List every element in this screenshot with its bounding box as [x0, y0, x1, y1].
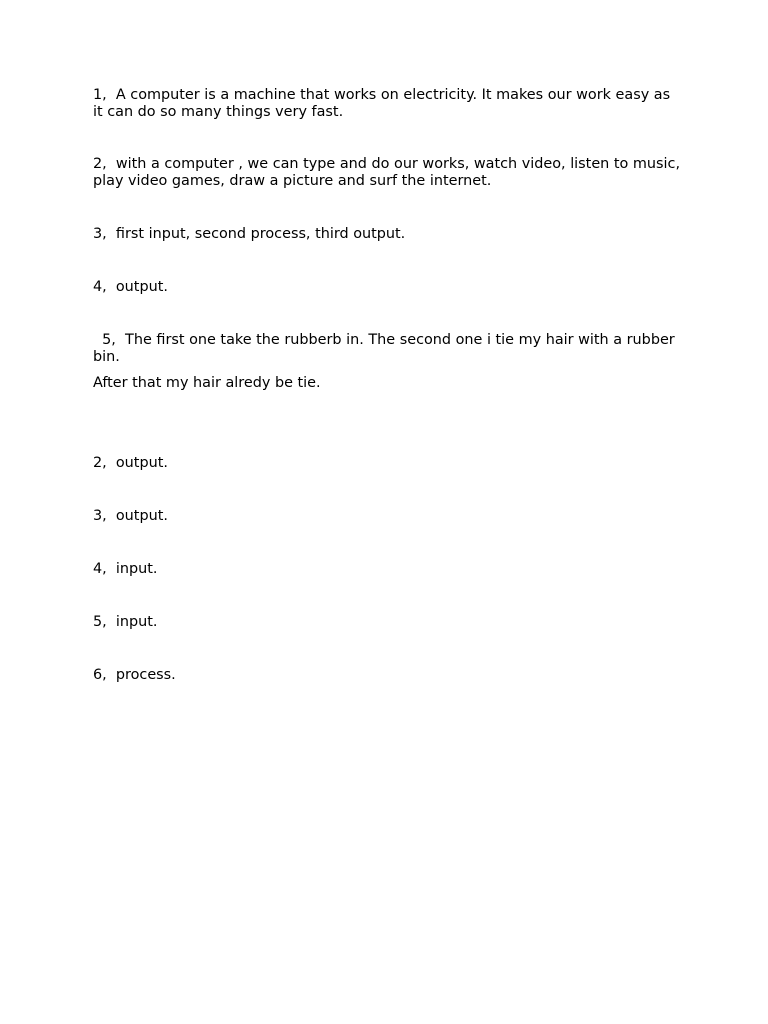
paragraph-part2-answer-6: 6, process.: [93, 667, 176, 683]
paragraph-part2-answer-3: 3, output.: [93, 508, 168, 524]
paragraph-answer-4: 4, output.: [93, 279, 168, 295]
paragraph-answer-2: 2, with a computer , we can type and do our works, watch video, listen to music, play video games, draw a picture and surf the internet.: [93, 156, 685, 189]
paragraph-part2-answer-2: 2, output.: [93, 455, 168, 471]
paragraph-answer-5: 5, The first one take the rubberb in. The second one i tie my hair with a rubber bin.: [93, 332, 680, 365]
paragraph-answer-5-continued: After that my hair alredy be tie.: [93, 375, 321, 391]
paragraph-part2-answer-4: 4, input.: [93, 561, 158, 577]
paragraph-part2-answer-5: 5, input.: [93, 614, 158, 630]
paragraph-answer-3: 3, first input, second process, third output.: [93, 226, 406, 242]
paragraph-answer-1: 1, A computer is a machine that works on electricity. It makes our work easy as it can do so many things very fast.: [93, 87, 675, 120]
